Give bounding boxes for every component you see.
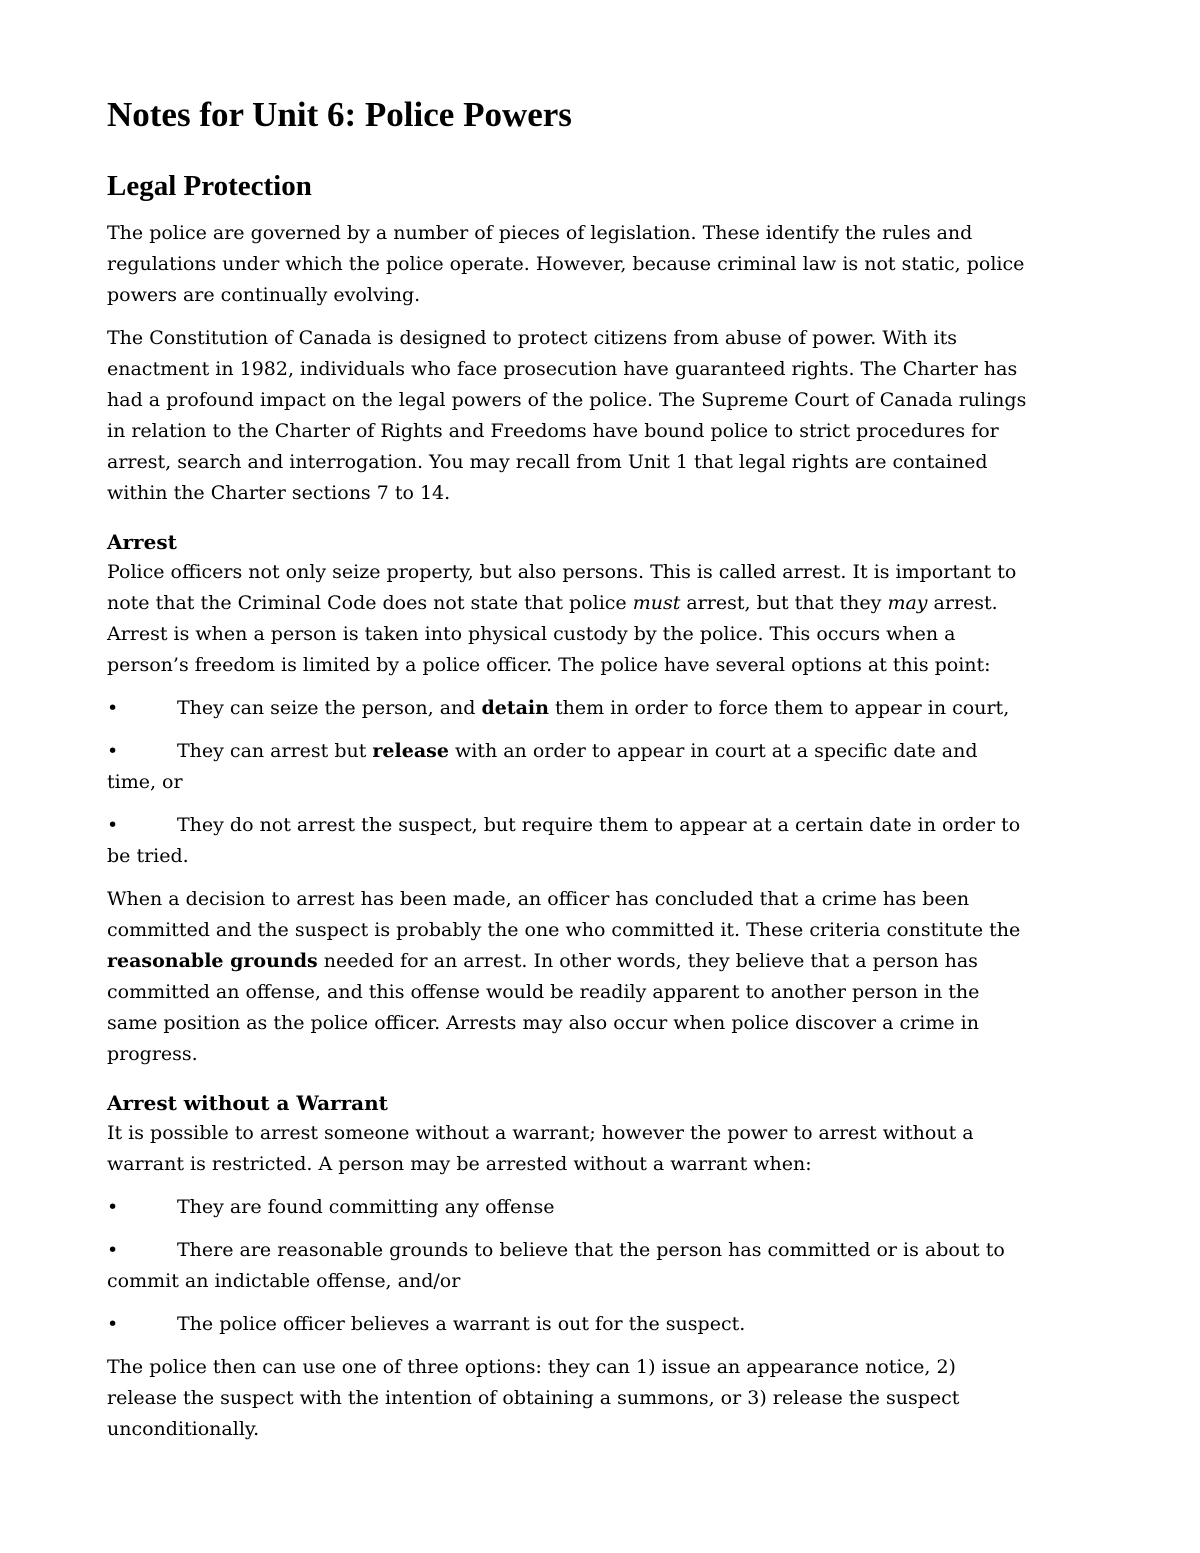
text-run: them in order to force them to appear in court,	[548, 697, 1010, 719]
subheading-arrest: Arrest	[107, 530, 177, 554]
bullet-item-detain	[107, 693, 1030, 724]
bold-term-reasonable-grounds: reasonable grounds	[107, 950, 318, 972]
text-run: They can seize the person, and	[177, 697, 482, 719]
bullet-dot-icon: •	[107, 1196, 119, 1218]
bullet-item-committing	[107, 1192, 1030, 1223]
bullet-item-release	[107, 736, 1030, 798]
paragraph-warrant-intro: It is possible to arrest someone without a warrant; however the power to arrest without a warrant is restricted. A person may be arrested without a warrant when:	[107, 1122, 974, 1175]
bold-term-detain: detain	[481, 697, 549, 719]
section-title-legal-protection: Legal Protection	[107, 170, 312, 202]
bullet-item-indictable	[107, 1235, 1030, 1297]
bullet-dot-icon: •	[107, 1239, 119, 1261]
text-run: needed for an arrest. In other words, they believe that a person has committed an offense, and this offense would be readily apparent to another person in the same position as the police officer. Arrests may also occur when police discover a crime in progress.	[107, 950, 980, 1065]
text-run: They can arrest but	[177, 740, 373, 762]
paragraph-legislation: The police are governed by a number of pieces of legislation. These identify the rules and regulations under which the police operate. However, because criminal law is not static, police powers are continually evolving.	[107, 222, 1025, 306]
text-run: There are reasonable grounds to believe that the person has committed or is about to commit an indictable offense, and/or	[107, 1239, 1005, 1292]
text-run: arrest. Arrest is when a person is taken into physical custody by the police. This occurs when a person’s freedom is limited by a police officer. The police have several options at this point:	[107, 592, 998, 676]
text-run: arrest, but that they	[680, 592, 888, 614]
paragraph-constitution: The Constitution of Canada is designed to protect citizens from abuse of power. With its enactment in 1982, individuals who face prosecution have guaranteed rights. The Charter has had a profound impact on the legal powers of the police. The Supreme Court of Canada rulings in relation to the Charter of Rights and Freedoms have bound police to strict procedures for arrest, search and interrogation. You may recall from Unit 1 that legal rights are contained within the Charter sections 7 to 14.	[107, 327, 1027, 504]
text-run: They do not arrest the suspect, but require them to appear at a certain date in order to be tried.	[107, 814, 1021, 867]
bullet-dot-icon: •	[107, 740, 119, 762]
text-run: Police officers not only seize property, but also persons. This is called arrest. It is important to note that the Criminal Code does not state that police	[107, 561, 1017, 614]
subheading-arrest-without-warrant: Arrest without a Warrant	[107, 1091, 388, 1115]
paragraph-options: The police then can use one of three options: they can 1) issue an appearance notice, 2) release the suspect with the intention of obtaining a summons, or 3) release the suspect unconditionally.	[107, 1356, 960, 1440]
text-run: The police officer believes a warrant is out for the suspect.	[177, 1313, 746, 1335]
bullet-item-no-arrest	[107, 810, 1030, 872]
page-title: Notes for Unit 6: Police Powers	[107, 95, 572, 134]
paragraph-arrest-intro	[107, 557, 1030, 681]
bullet-item-warrant-out	[107, 1309, 1030, 1340]
paragraph-reasonable-grounds	[107, 884, 1030, 1070]
bold-term-release: release	[372, 740, 449, 762]
bullet-dot-icon: •	[107, 697, 119, 719]
emphasis-may: may	[887, 592, 928, 614]
text-run: They are found committing any offense	[177, 1196, 555, 1218]
bullet-dot-icon: •	[107, 814, 119, 836]
bullet-dot-icon: •	[107, 1313, 119, 1335]
emphasis-must: must	[632, 592, 681, 614]
text-run: When a decision to arrest has been made, an officer has concluded that a crime has been committed and the suspect is probably the one who committed it. These criteria constitute the	[107, 888, 1021, 941]
text-run: with an order to appear in court at a specific date and time, or	[107, 740, 978, 793]
